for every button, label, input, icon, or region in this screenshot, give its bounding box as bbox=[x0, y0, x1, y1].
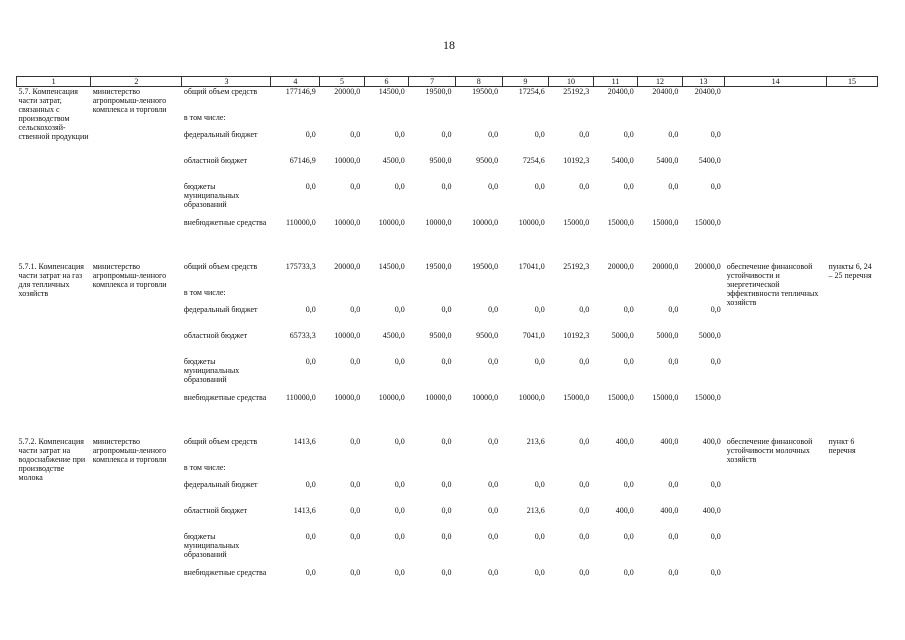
value-cell bbox=[682, 113, 724, 130]
value-cell: 9500,0 bbox=[429, 331, 452, 340]
value-cell: 0,0 bbox=[350, 437, 361, 446]
value-cell: 0,0 bbox=[623, 130, 634, 139]
value-cell: 110000,0 bbox=[286, 393, 316, 402]
value-cell: 5000,0 bbox=[698, 331, 721, 340]
value-cell: 0,0 bbox=[668, 568, 679, 577]
table-row bbox=[17, 262, 878, 288]
value-cell: 15000,0 bbox=[607, 218, 634, 227]
value-cell: 0,0 bbox=[623, 357, 634, 366]
funding-source: общий объем средств bbox=[183, 437, 258, 446]
funding-source: областной бюджет bbox=[183, 331, 248, 340]
header-cell: 14 bbox=[725, 77, 827, 87]
funding-source: внебюджетные средства bbox=[183, 568, 267, 577]
table-row bbox=[17, 87, 878, 114]
program-table bbox=[16, 76, 878, 594]
value-cell: 0,0 bbox=[710, 130, 721, 139]
value-cell: 0,0 bbox=[668, 480, 679, 489]
value-cell: 5400,0 bbox=[656, 156, 679, 165]
funding-source: бюджеты муниципальных образований bbox=[183, 532, 240, 559]
value-cell: 0,0 bbox=[350, 506, 361, 515]
value-cell: 20000,0 bbox=[334, 262, 361, 271]
value-cell: 0,0 bbox=[534, 568, 545, 577]
value-cell: 0,0 bbox=[441, 357, 452, 366]
header-cell: 4 bbox=[271, 77, 320, 87]
value-cell: 0,0 bbox=[488, 532, 499, 541]
value-cell: 0,0 bbox=[394, 568, 405, 577]
value-cell: 0,0 bbox=[534, 357, 545, 366]
value-cell: 400,0 bbox=[660, 437, 679, 446]
value-cell: 0,0 bbox=[350, 357, 361, 366]
value-cell bbox=[455, 463, 502, 480]
funding-source: внебюджетные средства bbox=[183, 393, 267, 402]
value-cell: 0,0 bbox=[710, 480, 721, 489]
funding-source: в том числе: bbox=[183, 288, 226, 297]
value-cell: 0,0 bbox=[534, 182, 545, 191]
funding-source: бюджеты муниципальных образований bbox=[183, 357, 240, 384]
value-cell: 0,0 bbox=[668, 182, 679, 191]
value-cell: 400,0 bbox=[660, 506, 679, 515]
value-cell: 0,0 bbox=[623, 182, 634, 191]
executor: министерство агропромыш-ленного комплекса и торговли bbox=[92, 87, 167, 114]
value-cell: 0,0 bbox=[394, 357, 405, 366]
value-cell: 0,0 bbox=[394, 130, 405, 139]
section-gap bbox=[17, 419, 878, 437]
value-cell bbox=[638, 463, 683, 480]
value-cell: 67146,9 bbox=[289, 156, 316, 165]
value-cell: 0,0 bbox=[668, 532, 679, 541]
value-cell: 17254,6 bbox=[518, 87, 545, 96]
page-number: 18 bbox=[443, 38, 455, 52]
value-cell: 4500,0 bbox=[382, 331, 405, 340]
expected-result bbox=[725, 87, 827, 245]
value-cell bbox=[364, 113, 409, 130]
value-cell: 0,0 bbox=[579, 437, 590, 446]
value-cell: 5000,0 bbox=[656, 331, 679, 340]
value-cell: 400,0 bbox=[615, 437, 634, 446]
funding-source: федеральный бюджет bbox=[183, 305, 258, 314]
value-cell: 400,0 bbox=[702, 506, 721, 515]
value-cell bbox=[502, 288, 549, 305]
value-cell bbox=[682, 463, 724, 480]
funding-source: федеральный бюджет bbox=[183, 480, 258, 489]
value-cell: 19500,0 bbox=[425, 262, 452, 271]
header-cell: 7 bbox=[409, 77, 456, 87]
value-cell: 0,0 bbox=[441, 182, 452, 191]
indicator-ref: пункт 6 перечня bbox=[828, 437, 856, 455]
funding-source: общий объем средств bbox=[183, 87, 258, 96]
value-cell: 1413,6 bbox=[293, 506, 316, 515]
value-cell: 10192,3 bbox=[563, 331, 590, 340]
value-cell: 0,0 bbox=[579, 480, 590, 489]
value-cell bbox=[593, 288, 638, 305]
value-cell: 0,0 bbox=[305, 480, 316, 489]
measure-title: 5.7.2. Компенсация части затрат на водоснабжение при производстве молока bbox=[18, 437, 86, 482]
measure-title: 5.7.1. Компенсация части затрат на газ для тепличных хозяйств bbox=[18, 262, 84, 298]
value-cell: 0,0 bbox=[441, 532, 452, 541]
value-cell bbox=[364, 288, 409, 305]
value-cell: 0,0 bbox=[623, 305, 634, 314]
value-cell: 0,0 bbox=[579, 532, 590, 541]
value-cell: 20400,0 bbox=[607, 87, 634, 96]
value-cell: 213,6 bbox=[526, 506, 545, 515]
section-gap bbox=[17, 244, 878, 262]
value-cell: 20400,0 bbox=[652, 87, 679, 96]
header-cell: 10 bbox=[549, 77, 594, 87]
value-cell bbox=[593, 463, 638, 480]
header-cell: 12 bbox=[638, 77, 683, 87]
expected-result: обеспечение финансовой устойчивости молочных хозяйств bbox=[726, 437, 813, 464]
value-cell: 0,0 bbox=[441, 568, 452, 577]
value-cell: 9500,0 bbox=[429, 156, 452, 165]
value-cell: 0,0 bbox=[488, 357, 499, 366]
value-cell bbox=[271, 463, 320, 480]
value-cell: 0,0 bbox=[579, 305, 590, 314]
value-cell: 0,0 bbox=[441, 506, 452, 515]
value-cell bbox=[320, 113, 365, 130]
value-cell bbox=[320, 288, 365, 305]
value-cell: 0,0 bbox=[305, 305, 316, 314]
header-cell: 6 bbox=[364, 77, 409, 87]
value-cell: 0,0 bbox=[534, 532, 545, 541]
header-cell: 3 bbox=[182, 77, 271, 87]
value-cell: 10000,0 bbox=[334, 218, 361, 227]
measure-title: 5.7. Компенсация части затрат, связанных с производством сельскохозяй-ственной продукции bbox=[18, 87, 89, 141]
value-cell: 9500,0 bbox=[476, 156, 499, 165]
value-cell: 19500,0 bbox=[472, 262, 499, 271]
value-cell: 0,0 bbox=[668, 305, 679, 314]
value-cell: 19500,0 bbox=[425, 87, 452, 96]
value-cell: 0,0 bbox=[488, 437, 499, 446]
value-cell: 17041,0 bbox=[518, 262, 545, 271]
funding-source: областной бюджет bbox=[183, 506, 248, 515]
value-cell: 0,0 bbox=[710, 568, 721, 577]
value-cell: 20000,0 bbox=[334, 87, 361, 96]
funding-source: бюджеты муниципальных образований bbox=[183, 182, 240, 209]
value-cell: 0,0 bbox=[394, 506, 405, 515]
expected-result: обеспечение финансовой устойчивости и энергетической эффективности тепличных хозяйств bbox=[726, 262, 819, 307]
header-cell: 15 bbox=[827, 77, 878, 87]
value-cell: 177146,9 bbox=[285, 87, 316, 96]
value-cell: 0,0 bbox=[350, 568, 361, 577]
value-cell: 10000,0 bbox=[425, 393, 452, 402]
value-cell: 0,0 bbox=[623, 532, 634, 541]
value-cell: 25192,3 bbox=[563, 87, 590, 96]
value-cell: 0,0 bbox=[534, 130, 545, 139]
value-cell: 7041,0 bbox=[522, 331, 545, 340]
value-cell: 400,0 bbox=[615, 506, 634, 515]
value-cell: 0,0 bbox=[710, 532, 721, 541]
funding-source: в том числе: bbox=[183, 463, 226, 472]
funding-source: областной бюджет bbox=[183, 156, 248, 165]
value-cell: 0,0 bbox=[668, 357, 679, 366]
value-cell bbox=[682, 288, 724, 305]
value-cell: 19500,0 bbox=[472, 87, 499, 96]
value-cell: 0,0 bbox=[441, 480, 452, 489]
value-cell: 110000,0 bbox=[286, 218, 316, 227]
value-cell: 15000,0 bbox=[607, 393, 634, 402]
value-cell: 0,0 bbox=[488, 480, 499, 489]
value-cell: 15000,0 bbox=[563, 393, 590, 402]
header-row bbox=[17, 77, 878, 87]
value-cell: 0,0 bbox=[488, 506, 499, 515]
value-cell: 5400,0 bbox=[698, 156, 721, 165]
value-cell: 10192,3 bbox=[563, 156, 590, 165]
value-cell: 0,0 bbox=[668, 130, 679, 139]
value-cell: 20000,0 bbox=[607, 262, 634, 271]
value-cell: 20000,0 bbox=[652, 262, 679, 271]
indicator-ref bbox=[827, 87, 878, 245]
value-cell: 0,0 bbox=[710, 305, 721, 314]
funding-source: общий объем средств bbox=[183, 262, 258, 271]
value-cell: 0,0 bbox=[488, 305, 499, 314]
executor: министерство агропромыш-ленного комплекса и торговли bbox=[92, 437, 167, 464]
value-cell: 213,6 bbox=[526, 437, 545, 446]
value-cell: 20000,0 bbox=[694, 262, 721, 271]
value-cell: 0,0 bbox=[394, 532, 405, 541]
header-cell: 5 bbox=[320, 77, 365, 87]
value-cell: 0,0 bbox=[579, 130, 590, 139]
header-cell: 9 bbox=[502, 77, 549, 87]
value-cell: 0,0 bbox=[350, 480, 361, 489]
value-cell: 0,0 bbox=[488, 182, 499, 191]
table-row bbox=[17, 437, 878, 463]
value-cell: 0,0 bbox=[350, 532, 361, 541]
header-cell: 13 bbox=[682, 77, 724, 87]
value-cell: 0,0 bbox=[441, 130, 452, 139]
value-cell: 400,0 bbox=[702, 437, 721, 446]
value-cell: 15000,0 bbox=[652, 393, 679, 402]
value-cell bbox=[638, 288, 683, 305]
value-cell: 10000,0 bbox=[378, 218, 405, 227]
value-cell: 10000,0 bbox=[518, 218, 545, 227]
value-cell: 0,0 bbox=[350, 305, 361, 314]
value-cell: 10000,0 bbox=[378, 393, 405, 402]
header-cell: 1 bbox=[17, 77, 91, 87]
value-cell: 0,0 bbox=[441, 305, 452, 314]
funding-source: в том числе: bbox=[183, 113, 226, 122]
executor: министерство агропромыш-ленного комплекса и торговли bbox=[92, 262, 167, 289]
value-cell bbox=[364, 463, 409, 480]
value-cell bbox=[455, 288, 502, 305]
value-cell: 0,0 bbox=[394, 305, 405, 314]
value-cell: 0,0 bbox=[305, 130, 316, 139]
value-cell bbox=[549, 463, 594, 480]
value-cell: 10000,0 bbox=[472, 393, 499, 402]
value-cell bbox=[455, 113, 502, 130]
value-cell: 10000,0 bbox=[518, 393, 545, 402]
value-cell bbox=[549, 113, 594, 130]
value-cell: 10000,0 bbox=[425, 218, 452, 227]
value-cell: 5000,0 bbox=[611, 331, 634, 340]
value-cell: 25192,3 bbox=[563, 262, 590, 271]
value-cell: 5400,0 bbox=[611, 156, 634, 165]
value-cell: 0,0 bbox=[579, 182, 590, 191]
value-cell: 7254,6 bbox=[522, 156, 545, 165]
value-cell bbox=[320, 463, 365, 480]
value-cell bbox=[409, 288, 456, 305]
value-cell: 0,0 bbox=[305, 182, 316, 191]
value-cell bbox=[409, 113, 456, 130]
value-cell bbox=[271, 288, 320, 305]
value-cell bbox=[502, 463, 549, 480]
value-cell bbox=[549, 288, 594, 305]
value-cell: 14500,0 bbox=[378, 262, 405, 271]
funding-source: внебюджетные средства bbox=[183, 218, 267, 227]
value-cell: 10000,0 bbox=[334, 331, 361, 340]
header-cell: 11 bbox=[593, 77, 638, 87]
value-cell: 15000,0 bbox=[652, 218, 679, 227]
value-cell: 175733,3 bbox=[285, 262, 316, 271]
value-cell: 10000,0 bbox=[472, 218, 499, 227]
value-cell: 0,0 bbox=[579, 357, 590, 366]
value-cell: 15000,0 bbox=[694, 393, 721, 402]
value-cell bbox=[502, 113, 549, 130]
header-cell: 2 bbox=[91, 77, 182, 87]
value-cell bbox=[271, 113, 320, 130]
value-cell: 0,0 bbox=[350, 130, 361, 139]
value-cell: 0,0 bbox=[488, 130, 499, 139]
value-cell: 0,0 bbox=[394, 480, 405, 489]
value-cell: 20400,0 bbox=[694, 87, 721, 96]
value-cell: 9500,0 bbox=[476, 331, 499, 340]
value-cell: 0,0 bbox=[305, 357, 316, 366]
value-cell bbox=[409, 463, 456, 480]
value-cell: 0,0 bbox=[350, 182, 361, 191]
value-cell: 0,0 bbox=[710, 357, 721, 366]
value-cell: 0,0 bbox=[579, 568, 590, 577]
value-cell: 0,0 bbox=[441, 437, 452, 446]
value-cell: 10000,0 bbox=[334, 156, 361, 165]
value-cell: 65733,3 bbox=[289, 331, 316, 340]
value-cell: 15000,0 bbox=[694, 218, 721, 227]
table-body bbox=[17, 87, 878, 595]
value-cell: 14500,0 bbox=[378, 87, 405, 96]
value-cell: 0,0 bbox=[579, 506, 590, 515]
funding-source: федеральный бюджет bbox=[183, 130, 258, 139]
value-cell: 15000,0 bbox=[563, 218, 590, 227]
indicator-ref: пункты 6, 24 – 25 перечня bbox=[828, 262, 872, 280]
value-cell: 0,0 bbox=[488, 568, 499, 577]
value-cell: 0,0 bbox=[534, 480, 545, 489]
header-cell: 8 bbox=[455, 77, 502, 87]
value-cell: 0,0 bbox=[305, 568, 316, 577]
value-cell bbox=[593, 113, 638, 130]
value-cell: 10000,0 bbox=[334, 393, 361, 402]
value-cell bbox=[638, 113, 683, 130]
value-cell: 0,0 bbox=[394, 182, 405, 191]
value-cell: 0,0 bbox=[394, 437, 405, 446]
value-cell: 1413,6 bbox=[293, 437, 316, 446]
value-cell: 0,0 bbox=[305, 532, 316, 541]
value-cell: 0,0 bbox=[710, 182, 721, 191]
value-cell: 0,0 bbox=[534, 305, 545, 314]
value-cell: 0,0 bbox=[623, 568, 634, 577]
value-cell: 0,0 bbox=[623, 480, 634, 489]
value-cell: 4500,0 bbox=[382, 156, 405, 165]
